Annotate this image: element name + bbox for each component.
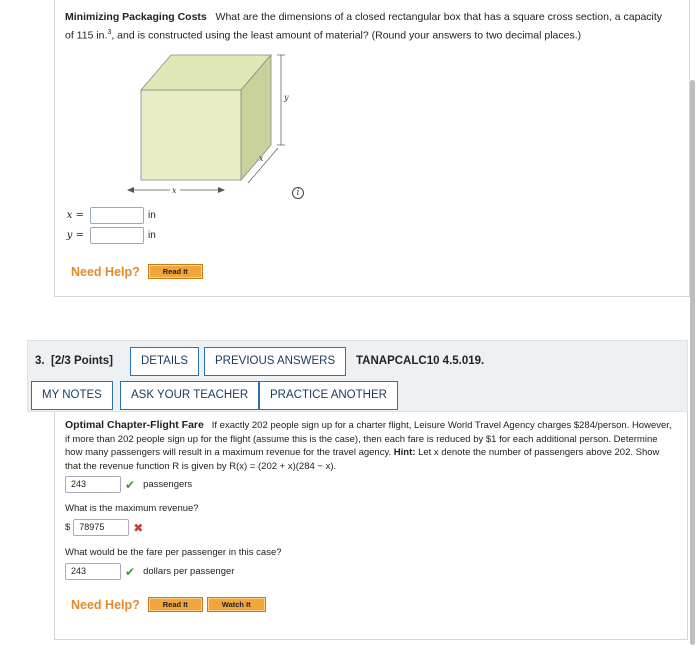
problem-title: Minimizing Packaging Costs bbox=[65, 11, 207, 23]
page-scrollbar[interactable] bbox=[690, 80, 695, 645]
hint-label: Hint: bbox=[393, 447, 416, 458]
correct-check-icon: ✔ bbox=[125, 564, 136, 579]
need-help-section bbox=[71, 264, 203, 279]
var-y-label: y = bbox=[66, 229, 84, 241]
flight-problem-title: Optimal Chapter-Flight Fare bbox=[65, 419, 204, 431]
y-answer-input[interactable] bbox=[90, 227, 144, 244]
need-help-label: Need Help? bbox=[71, 264, 140, 279]
need-help-section bbox=[71, 597, 266, 612]
answer-fare bbox=[65, 563, 234, 580]
y-unit: in bbox=[148, 229, 156, 241]
y-label: y bbox=[284, 93, 289, 102]
answer-row-y bbox=[63, 226, 156, 244]
details-button[interactable]: DETAILS bbox=[130, 347, 199, 376]
incorrect-x-icon: ✖ bbox=[133, 520, 144, 535]
box-figure bbox=[121, 45, 301, 200]
x-bottom-label: x bbox=[172, 186, 177, 195]
x-side-label: x bbox=[259, 154, 264, 163]
answer-passengers bbox=[65, 476, 192, 493]
correct-check-icon: ✔ bbox=[125, 477, 136, 492]
answer-revenue bbox=[65, 519, 149, 536]
fare-unit: dollars per passenger bbox=[143, 566, 235, 577]
problem-statement-a: What are the dimensions of a closed rectangular box that has a square cross section, a capacity of 115 in. bbox=[65, 11, 663, 42]
question-points: [2/3 Points] bbox=[50, 355, 113, 367]
question-number: 3. [2/3 Points] bbox=[35, 355, 113, 367]
x-unit: in bbox=[148, 209, 156, 221]
max-revenue-question: What is the maximum revenue? bbox=[65, 503, 199, 514]
flight-problem-text bbox=[65, 419, 673, 473]
fare-question: What would be the fare per passenger in this case? bbox=[65, 547, 282, 558]
problem-text bbox=[65, 9, 665, 44]
problem-card-flight-fare bbox=[54, 412, 688, 640]
dollar-prefix: $ bbox=[65, 522, 71, 533]
my-notes-button[interactable]: MY NOTES bbox=[31, 381, 113, 410]
passengers-input[interactable]: 243 bbox=[65, 476, 121, 493]
problem-card-packaging bbox=[54, 0, 690, 297]
practice-another-button[interactable]: PRACTICE ANOTHER bbox=[259, 381, 398, 410]
problem-statement-b: , and is constructed using the least amount of material? (Round your answers to two decimal places.) bbox=[111, 29, 582, 42]
revenue-input[interactable]: 78975 bbox=[73, 519, 129, 536]
info-icon[interactable]: i bbox=[292, 187, 304, 199]
question-header bbox=[27, 340, 688, 412]
read-it-button[interactable]: Read It bbox=[148, 264, 203, 279]
problem-statement-sup: 3 bbox=[107, 29, 112, 36]
fare-input[interactable]: 243 bbox=[65, 563, 121, 580]
x-answer-input[interactable] bbox=[90, 207, 144, 224]
flight-problem-body: If exactly 202 people sign up for a charter flight, Leisure World Travel Agency charges $284/person. However, if more than 202 people sign up for the flight (assume this is the case), then each fare is reduced by $1 for each additional person. Determine how many passengers will result in a maximum revenue for the travel agency. bbox=[65, 420, 672, 458]
problem-code: TANAPCALC10 4.5.019. bbox=[356, 355, 485, 367]
read-it-button[interactable]: Read It bbox=[148, 597, 203, 612]
ask-teacher-button[interactable]: ASK YOUR TEACHER bbox=[120, 381, 259, 410]
need-help-label: Need Help? bbox=[71, 597, 140, 612]
answer-row-x bbox=[63, 206, 156, 224]
previous-answers-button[interactable]: PREVIOUS ANSWERS bbox=[204, 347, 346, 376]
var-x-label: x = bbox=[66, 209, 84, 221]
hint-text: Let x denote the number of passengers above 202. Show that the revenue function R is given by R(x) = (202 + x)(284 − x). bbox=[65, 447, 660, 472]
passengers-unit: passengers bbox=[143, 479, 193, 490]
watch-it-button[interactable]: Watch It bbox=[207, 597, 266, 612]
